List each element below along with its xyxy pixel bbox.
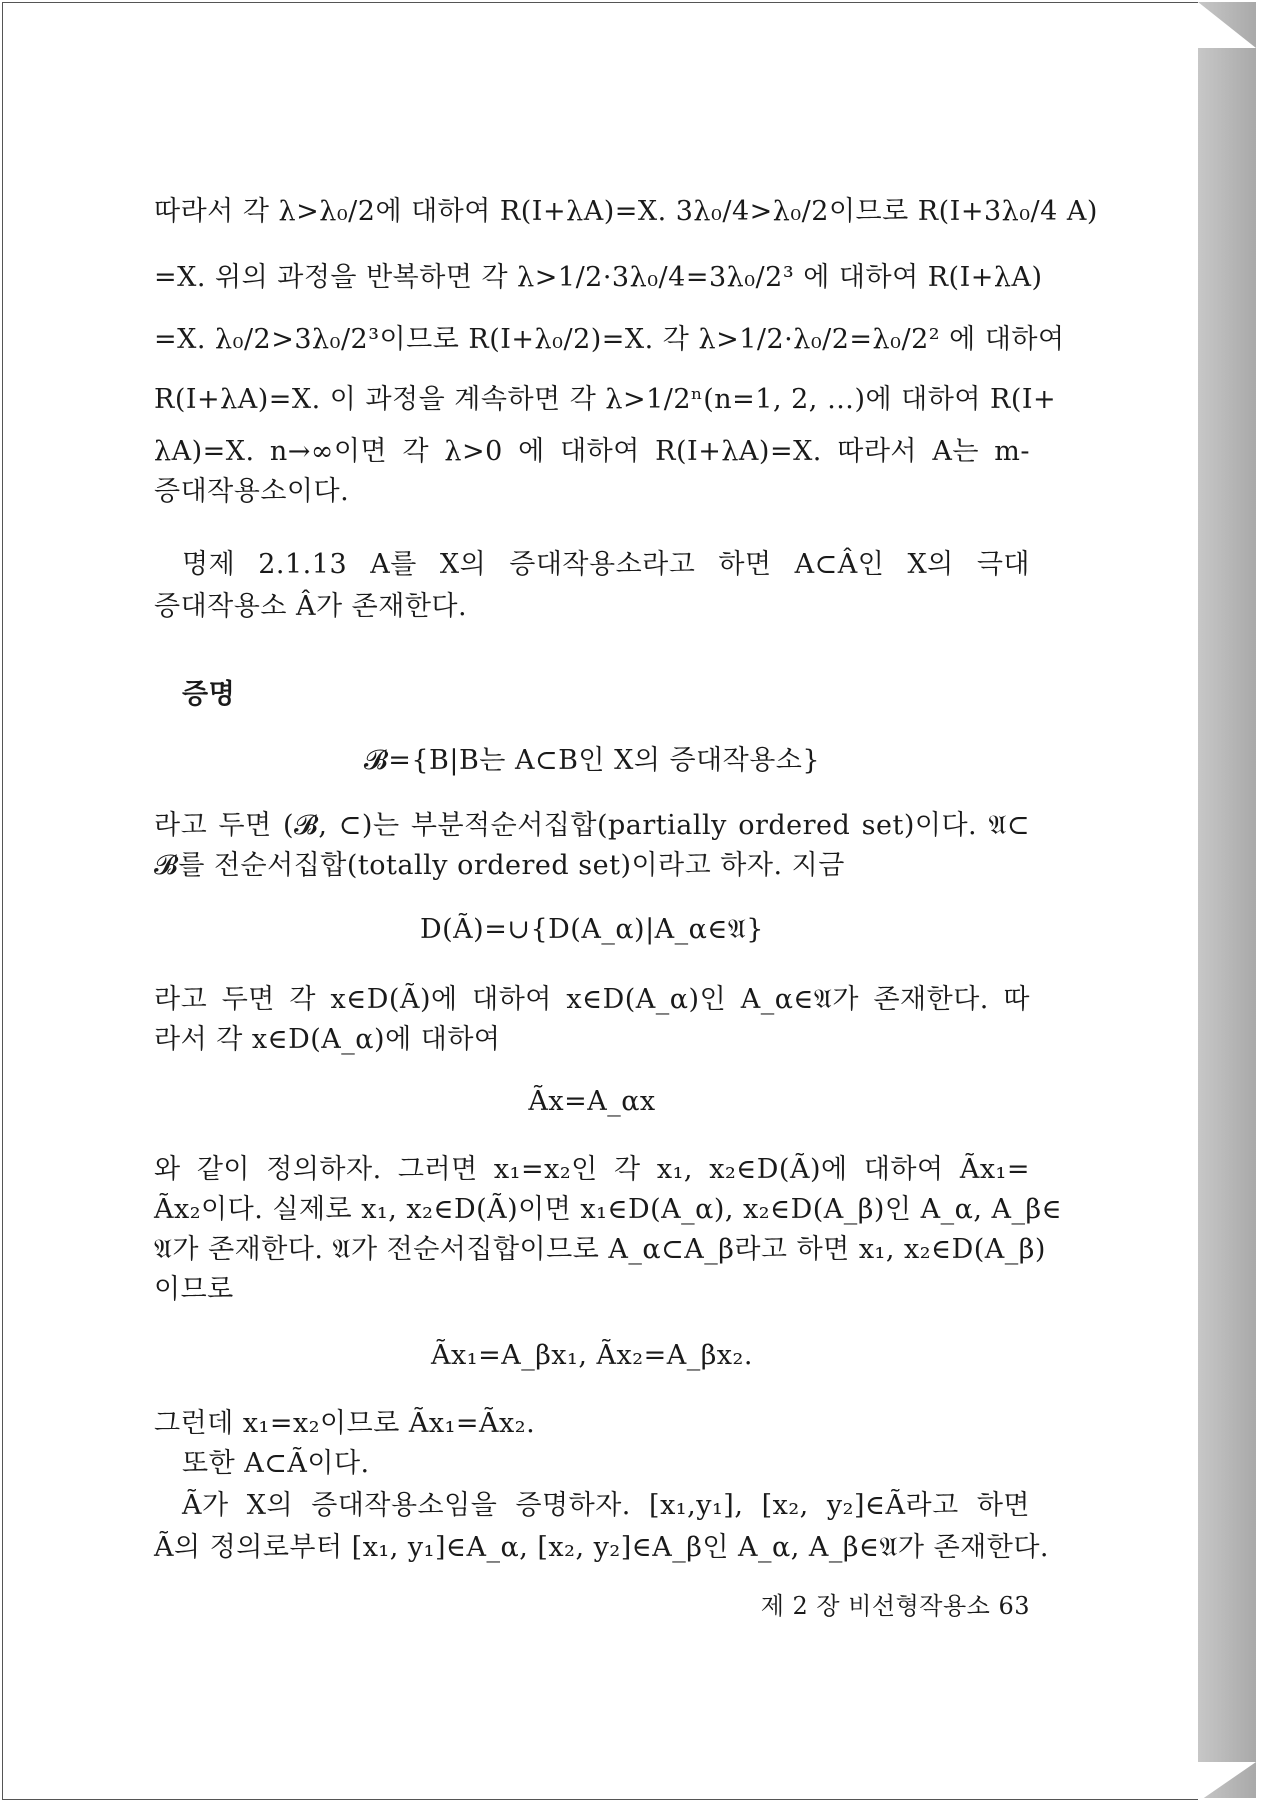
equation: D(Ã)=∪{D(A_α)|A_α∈𝔄} [420, 914, 764, 945]
text-line: 𝔄가 존재한다. 𝔄가 전순서집합이므로 A_α⊂A_β라고 하면 x₁, x₂∈D(A_β) [154, 1234, 1046, 1265]
text-line: 그런데 x₁=x₂이므로 Ãx₁=Ãx₂. [154, 1408, 536, 1439]
text-line: 라고 두면 (𝓑, ⊂)는 부분적순서집합(partially ordered set)이다. 𝔄⊂ [154, 810, 1030, 841]
book-spine [1198, 2, 1256, 1798]
text-line: =X. λ₀/2>3λ₀/2³이므로 R(I+λ₀/2)=X. 각 λ>1/2·λ₀/2=λ₀/2² 에 대하여 [154, 324, 1065, 355]
proof-heading: 증명 [182, 679, 236, 710]
text-line: 라서 각 x∈D(A_α)에 대하여 [154, 1024, 501, 1055]
text-line: 라고 두면 각 x∈D(Ã)에 대하여 x∈D(A_α)인 A_α∈𝔄가 존재한다. 따 [154, 984, 1030, 1015]
proposition-line: 증대작용소 Â가 존재한다. [154, 591, 468, 622]
text-line: Ã가 X의 증대작용소임을 증명하자. [x₁,y₁], [x₂, y₂]∈Ã라고 하면 [182, 1490, 1030, 1521]
text-line: 이므로 [154, 1274, 234, 1305]
text-line: 증대작용소이다. [154, 476, 350, 507]
proposition-line: 명제 2.1.13 A를 X의 증대작용소라고 하면 A⊂Â인 X의 극대 [182, 549, 1030, 580]
text-line: R(I+λA)=X. 이 과정을 계속하면 각 λ>1/2ⁿ(n=1, 2, …)에 대하여 R(I+ [154, 384, 1057, 415]
text-line: 따라서 각 λ>λ₀/2에 대하여 R(I+λA)=X. 3λ₀/4>λ₀/2이므로 R(I+3λ₀/4 A) [154, 196, 1098, 227]
text-line: =X. 위의 과정을 반복하면 각 λ>1/2·3λ₀/4=3λ₀/2³ 에 대하여 R(I+λA) [154, 262, 1043, 293]
text-line: 또한 A⊂Ã이다. [182, 1448, 370, 1479]
text-line: Ãx₂이다. 실제로 x₁, x₂∈D(Ã)이면 x₁∈D(A_α), x₂∈D(A_β)인 A_α, A_β∈ [154, 1194, 1063, 1225]
equation: Ãx=A_αx [528, 1086, 656, 1117]
text-line: 와 같이 정의하자. 그러면 x₁=x₂인 각 x₁, x₂∈D(Ã)에 대하여 Ãx₁= [154, 1154, 1030, 1185]
page-footer: 제 2 장 비선형작용소 63 [760, 1592, 1030, 1620]
equation: Ãx₁=A_βx₁, Ãx₂=A_βx₂. [431, 1340, 753, 1371]
equation: 𝓑={B|B는 A⊂B인 X의 증대작용소} [363, 745, 821, 776]
text-line: 𝓑를 전순서집합(totally ordered set)이라고 하자. 지금 [154, 850, 845, 881]
text-line: Ã의 정의로부터 [x₁, y₁]∈A_α, [x₂, y₂]∈A_β인 A_α, A_β∈𝔄가 존재한다. [154, 1532, 1049, 1563]
text-line: λA)=X. n→∞이면 각 λ>0 에 대하여 R(I+λA)=X. 따라서 A는 m- [154, 436, 1030, 467]
